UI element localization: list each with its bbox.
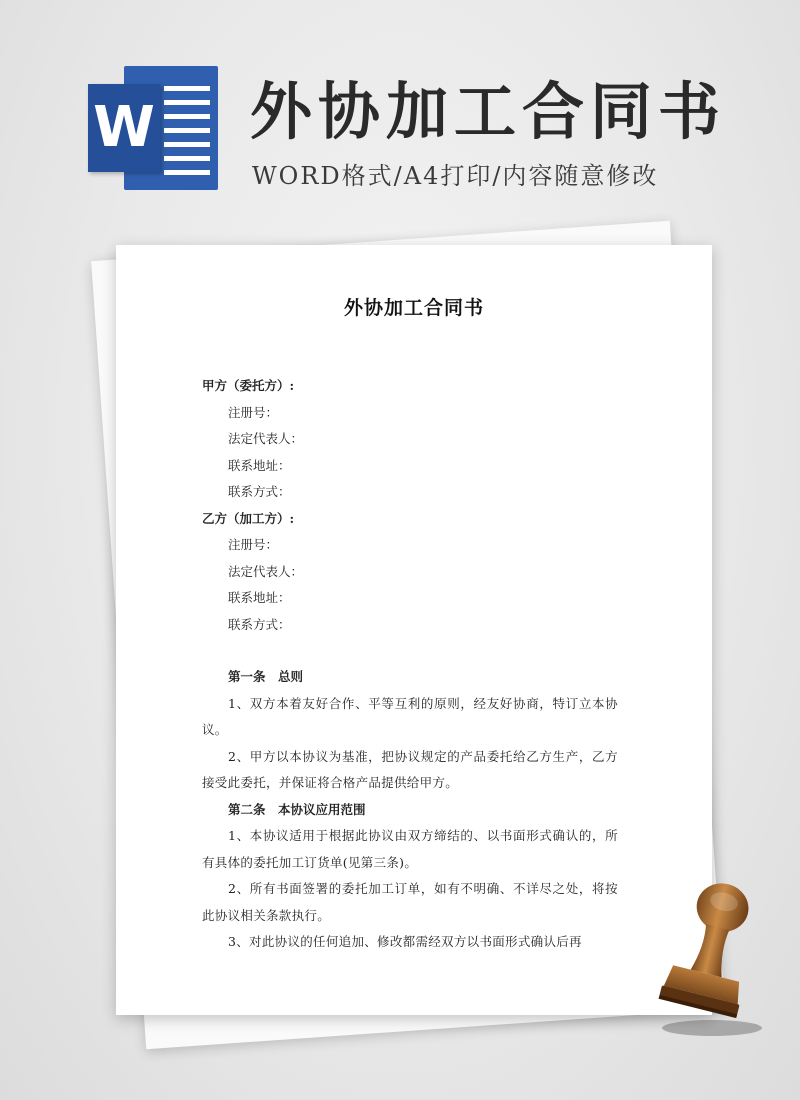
wooden-stamp-icon xyxy=(640,878,770,1038)
word-logo-icon xyxy=(88,66,218,190)
article-1-paragraph-1: 1、双方本着友好合作、平等互利的原则，经友好协商，特订立本协议。 xyxy=(202,695,618,737)
page-title: 外协加工合同书 xyxy=(250,75,727,148)
document-body xyxy=(202,373,618,956)
article-1-paragraph-2: 2、甲方以本协议为基准，把协议规定的产品委托给乙方生产，乙方接受此委托，并保证将合格产品提供给甲方。 xyxy=(202,748,618,790)
party-a-contact-field: 联系方式： xyxy=(228,484,291,499)
party-a-address-field: 联系地址： xyxy=(228,457,291,473)
party-b-contact-field: 联系方式： xyxy=(228,616,291,632)
party-b-address-field: 联系地址： xyxy=(228,590,291,605)
word-logo-letter: W xyxy=(88,84,160,172)
party-a-label: 甲方（委托方）: xyxy=(202,378,295,393)
document-title: 外协加工合同书 xyxy=(343,297,484,319)
page-subtitle: WORD格式/A4打印/内容随意修改 xyxy=(252,162,659,190)
party-b-registration-field: 注册号： xyxy=(228,537,279,552)
party-b-representative-field: 法定代表人： xyxy=(228,563,304,579)
article-2-paragraph-1: 1、本协议适用于根据此协议由双方缔结的、以书面形式确认的，所有具体的委托加工订货单(见第三条)。 xyxy=(202,828,618,870)
document-sheet xyxy=(116,245,712,1015)
article-2-heading: 第二条 本协议应用范围 xyxy=(228,801,366,817)
article-1-heading: 第一条 总则 xyxy=(228,669,304,684)
party-a-representative-field: 法定代表人： xyxy=(228,431,304,446)
article-2-paragraph-2: 2、所有书面签署的委托加工订单，如有不明确、不详尽之处，将按此协议相关条款执行。 xyxy=(202,881,618,923)
article-2-paragraph-3: 3、对此协议的任何追加、修改都需经双方以书面形式确认后再 xyxy=(228,934,582,949)
party-b-label: 乙方（加工方）: xyxy=(202,510,295,526)
party-a-registration-field: 注册号： xyxy=(228,404,279,420)
